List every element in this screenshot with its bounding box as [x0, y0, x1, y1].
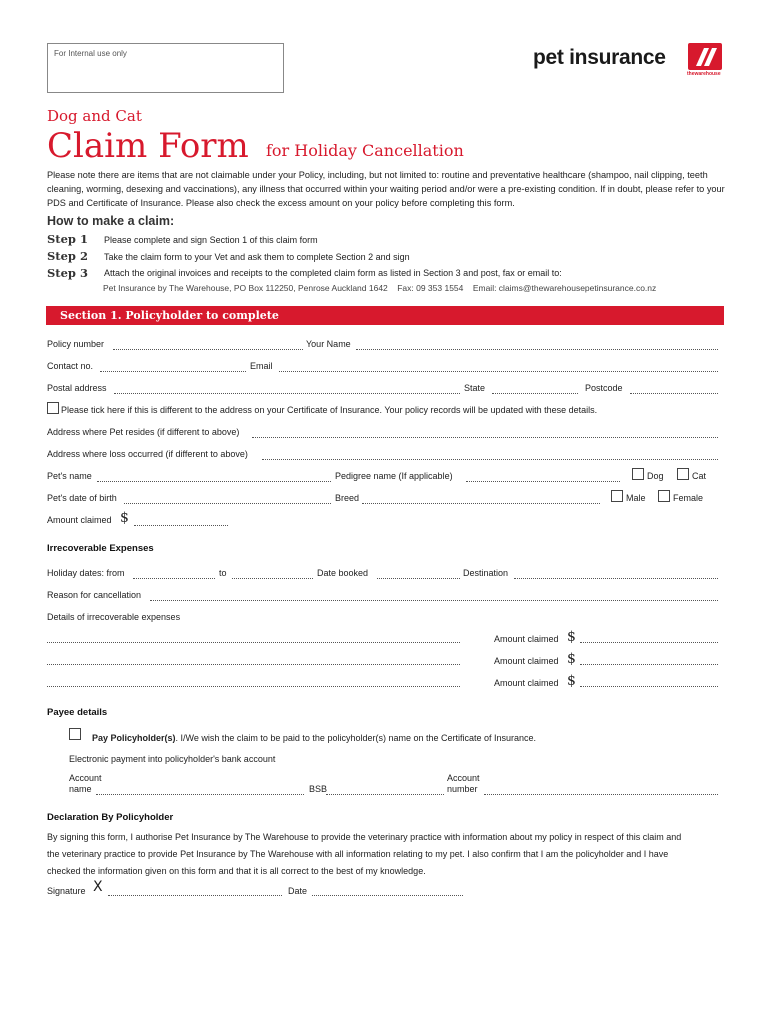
declaration-line-1: By signing this form, I authorise Pet Insurance by The Warehouse to provide the veterinary practice with information about my policy in respect of this claim and: [47, 832, 682, 842]
date-booked-field[interactable]: [377, 578, 460, 579]
cat-checkbox[interactable]: [677, 468, 689, 480]
expense-amount-label-2: Amount claimed: [494, 656, 559, 666]
your-name-label: Your Name: [306, 339, 351, 349]
holiday-to-label: to: [219, 568, 227, 578]
female-label: Female: [673, 493, 704, 503]
female-checkbox[interactable]: [658, 490, 670, 502]
pay-policyholder-text: [92, 733, 536, 743]
contact-no-field[interactable]: [100, 371, 246, 372]
title-suffix: for Holiday Cancellation: [266, 141, 464, 160]
pets-name-label: Pet's name: [47, 471, 92, 481]
holiday-from-field[interactable]: [133, 578, 215, 579]
account-name-label-1: Account: [69, 773, 102, 783]
form-subtitle: Dog and Cat: [47, 107, 142, 125]
expense-amount-label-3: Amount claimed: [494, 678, 559, 688]
your-name-field[interactable]: [356, 349, 718, 350]
amount-claimed-field[interactable]: [134, 525, 228, 526]
account-name-field[interactable]: [96, 794, 304, 795]
dob-field[interactable]: [124, 503, 331, 504]
policy-number-field[interactable]: [113, 349, 303, 350]
address-different-note: Please tick here if this is different to the address on your Certificate of Insurance. Your policy records will be updated with these details.: [61, 405, 598, 415]
logo-text: pet insurance: [533, 46, 666, 69]
internal-use-label: For Internal use only: [54, 49, 127, 58]
expense-amount-label-1: Amount claimed: [494, 634, 559, 644]
destination-label: Destination: [463, 568, 509, 578]
breed-field[interactable]: [362, 503, 600, 504]
step-3-text: Attach the original invoices and receipts to the completed claim form as listed in Section 3 and post, fax or email to:: [104, 268, 562, 278]
postal-address-field[interactable]: [114, 393, 460, 394]
step-1-label: Step 1: [47, 232, 88, 246]
account-number-field[interactable]: [484, 794, 718, 795]
postcode-label: Postcode: [585, 383, 623, 393]
step-2-text: Take the claim form to your Vet and ask them to complete Section 2 and sign: [104, 252, 410, 262]
state-field[interactable]: [492, 393, 578, 394]
address-different-checkbox[interactable]: [47, 402, 59, 414]
pedigree-field[interactable]: [466, 481, 620, 482]
email-label: Email: [250, 361, 273, 371]
dog-label: Dog: [647, 471, 664, 481]
holiday-from-label: Holiday dates: from: [47, 568, 125, 578]
step-3-label: Step 3: [47, 266, 88, 280]
pet-resides-label: Address where Pet resides (if different to above): [47, 427, 240, 437]
dog-checkbox[interactable]: [632, 468, 644, 480]
payee-heading: Payee details: [47, 707, 108, 718]
email-field[interactable]: [279, 371, 718, 372]
expense-dollar-3: $: [567, 673, 576, 689]
pedigree-label: Pedigree name (If applicable): [335, 471, 453, 481]
expense-dollar-2: $: [567, 651, 576, 667]
intro-text: Please note there are items that are not claimable under your Policy, including, but not limited to: routine and preventative healthcare (shampoo, nail clipping, teeth cleaning, worming, desexing and vaccinations), any illness that occurred within your waiting period and/or were a pre-existing condition. If in doubt, please refer to your PDS and Certificate of Insurance. Please also check the excess amount on your policy before completing this form.: [47, 170, 725, 208]
expense-dollar-1: $: [567, 629, 576, 645]
page-title: Claim Form: [47, 126, 249, 166]
contact-no-label: Contact no.: [47, 361, 94, 371]
date-booked-label: Date booked: [317, 568, 369, 578]
signature-field[interactable]: [108, 895, 282, 896]
section-1-title: Section 1. Policyholder to complete: [60, 309, 279, 322]
step-1-text: Please complete and sign Section 1 of this claim form: [104, 235, 318, 245]
step-2-label: Step 2: [47, 249, 88, 263]
signature-mark: X: [93, 879, 103, 895]
expense-amount-field-3[interactable]: [580, 686, 718, 687]
how-to-heading: How to make a claim:: [47, 214, 175, 228]
internal-use-box: [47, 43, 284, 93]
claims-contact: Pet Insurance by The Warehouse, PO Box 112250, Penrose Auckland 1642 Fax: 09 353 1554 Email: claims@thewarehousepetinsurance.co.nz: [103, 283, 657, 293]
pay-policyholder-checkbox[interactable]: [69, 728, 81, 740]
expense-detail-field-3[interactable]: [47, 686, 460, 687]
reason-label: Reason for cancellation: [47, 590, 142, 600]
pet-resides-field[interactable]: [252, 437, 718, 438]
dob-label: Pet's date of birth: [47, 493, 117, 503]
expense-detail-field-2[interactable]: [47, 664, 460, 665]
reason-field[interactable]: [150, 600, 718, 601]
electronic-payment-label: Electronic payment into policyholder's bank account: [69, 754, 276, 764]
breed-label: Breed: [335, 493, 360, 503]
declaration-line-3: checked the information given on this form and that it is all correct to the best of my knowledge.: [47, 866, 426, 876]
logo-icon: [688, 43, 722, 70]
loss-occurred-field[interactable]: [262, 459, 718, 460]
account-number-label-2: number: [447, 784, 478, 794]
bsb-label: BSB: [309, 784, 328, 794]
loss-occurred-label: Address where loss occurred (if different to above): [47, 449, 248, 459]
bsb-field[interactable]: [326, 794, 444, 795]
date-field[interactable]: [312, 895, 463, 896]
logo-sub: thewarehouse: [687, 71, 721, 77]
account-name-label-2: name: [69, 784, 92, 794]
dollar-sign: $: [120, 510, 129, 526]
expense-amount-field-2[interactable]: [580, 664, 718, 665]
signature-label: Signature: [47, 886, 86, 896]
policy-number-label: Policy number: [47, 339, 105, 349]
account-number-label-1: Account: [447, 773, 480, 783]
amount-claimed-label: Amount claimed: [47, 515, 112, 525]
holiday-to-field[interactable]: [232, 578, 313, 579]
date-label: Date: [288, 886, 308, 896]
pay-policyholder-bold: Pay Policyholder(s): [92, 733, 176, 743]
irrecoverable-heading: Irrecoverable Expenses: [47, 543, 154, 554]
expense-detail-field-1[interactable]: [47, 642, 460, 643]
male-checkbox[interactable]: [611, 490, 623, 502]
male-label: Male: [626, 493, 646, 503]
destination-field[interactable]: [514, 578, 718, 579]
postal-address-label: Postal address: [47, 383, 107, 393]
pay-policyholder-rest: . I/We wish the claim to be paid to the policyholder(s) name on the Certificate of Insurance.: [175, 733, 537, 743]
pets-name-field[interactable]: [97, 481, 331, 482]
cat-label: Cat: [692, 471, 707, 481]
postcode-field[interactable]: [630, 393, 718, 394]
declaration-heading: Declaration By Policyholder: [47, 812, 174, 823]
expense-amount-field-1[interactable]: [580, 642, 718, 643]
declaration-line-2: the veterinary practice to provide Pet Insurance by The Warehouse with all information relating to my pet. I also confirm that I am the policyholder and I have: [47, 849, 669, 859]
details-label: Details of irrecoverable expenses: [47, 612, 181, 622]
state-label: State: [464, 383, 486, 393]
